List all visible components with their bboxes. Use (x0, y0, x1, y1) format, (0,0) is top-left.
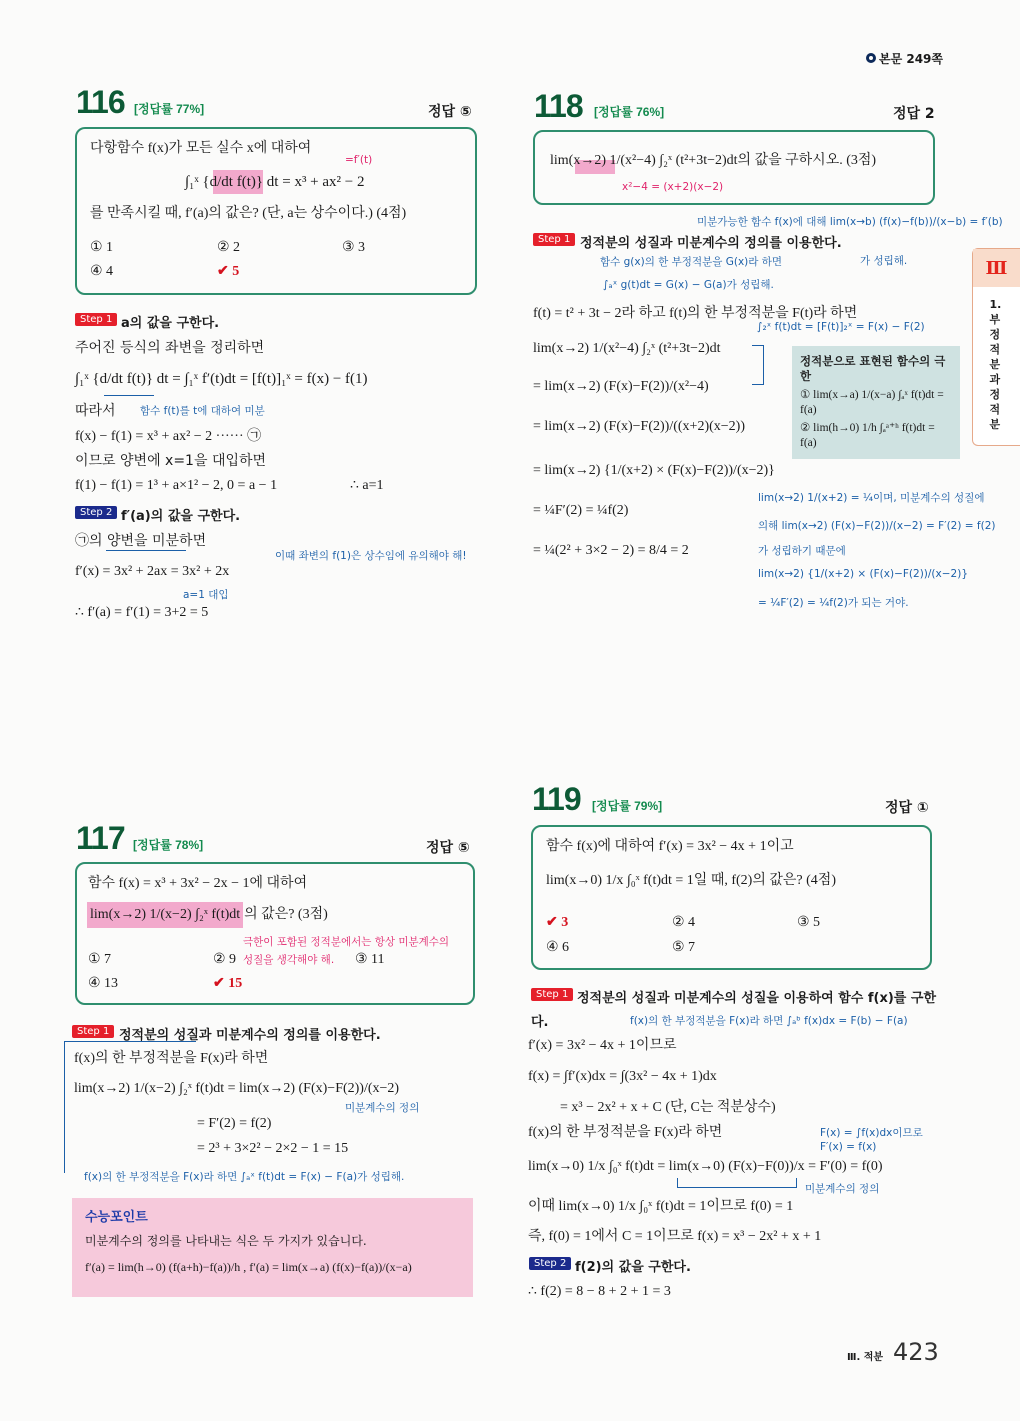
question-line (87, 902, 328, 928)
formula: ① lim(x→a) 1/(x−a) ∫ₐˣ f(t)dt = f(a) (800, 389, 944, 416)
choice: ② 2 (217, 240, 241, 255)
annotation: 함수 g(x)의 한 부정적분을 G(x)라 하면 (600, 256, 783, 268)
problem-number: 116 (76, 84, 125, 120)
page-reference (866, 50, 943, 67)
annotation: 가 성립하기 때문에 (758, 545, 846, 557)
question-text: 의 값은? (3점) (244, 907, 328, 922)
answer: 정답 ① (885, 800, 929, 816)
equation: ∫₁ˣ {d/dt f(t)} dt = x³ + ax² − 2 (185, 174, 365, 190)
step-title: 정적분의 성질과 미분계수의 정의를 이용한다. (580, 236, 842, 251)
solution-equation: = ¼F′(2) = ¼f(2) (533, 503, 629, 518)
solution-equation: f(1) − f(1) = 1³ + a×1² − 2, 0 = a − 1 (75, 478, 278, 493)
question-equation: lim(x→2) 1/(x−2) ∫₂ˣ f(t)dt (87, 902, 243, 928)
choice: ① 7 (88, 952, 112, 967)
question-text: 함수 f(x) = x³ + 3x² − 2x − 1에 대하여 (88, 876, 308, 891)
choice: ② 4 (672, 915, 696, 930)
solution-line: ㉠의 양변을 미분하면 (75, 533, 207, 549)
solution-line: 따라서 (75, 403, 116, 419)
annotation: 성질을 생각해야 해. (243, 954, 335, 966)
answer: 정답 2 (893, 106, 935, 122)
question-text: 를 만족시킬 때, f′(a)의 값은? (단, a는 상수이다.) (4점) (90, 206, 407, 221)
formula-box-title: 정적분으로 표현된 함수의 극한 (800, 354, 946, 383)
step-title: a의 값을 구한다. (121, 316, 220, 331)
question-text: 함수 f(x)에 대하여 f′(x) = 3x² − 4x + 1이고 (546, 839, 794, 854)
solution-line: f′(x) = 3x² − 4x + 1이므로 (528, 1038, 677, 1053)
tip-box (72, 1198, 473, 1297)
solution-equation: lim(x→2) 1/(x²−4) ∫₂ˣ (t²+3t−2)dt (533, 341, 721, 356)
solution-line: 이때 lim(x→0) 1/x ∫₀ˣ f(t)dt = 1이므로 f(0) = 1 (528, 1199, 794, 1214)
solution-equation: = lim(x→2) (F(x)−F(2))/((x+2)(x−2)) (533, 419, 745, 434)
solution-result: ∴ f′(a) = f′(1) = 3+2 = 5 (75, 605, 209, 620)
solution-equation: f(x) = ∫f′(x)dx = ∫(3x² − 4x + 1)dx (528, 1069, 717, 1084)
step-badge: Step 1 (75, 313, 117, 326)
formula: ② lim(h→0) 1/h ∫ₐᵃ⁺ʰ f(t)dt = f(a) (800, 422, 935, 449)
step-title: f′(a)의 값을 구한다. (121, 509, 241, 524)
choice: ④ 13 (88, 976, 119, 991)
step-badge: Step 1 (72, 1025, 114, 1038)
annotation: lim(x→2) 1/(x+2) = ¼이며, 미분계수의 성질에 (758, 492, 985, 504)
step-title: 다. (531, 1015, 549, 1030)
choice: ③ 5 (797, 915, 821, 930)
step-title: f(2)의 값을 구한다. (575, 1260, 691, 1275)
question-text: lim(x→2) 1/(x²−4) ∫₂ˣ (t²+3t−2)dt의 값을 구하시오. (3점) (550, 153, 877, 168)
correct-rate: [정답률 76%] (594, 105, 665, 119)
solution-equation: = 2³ + 3×2² − 2×2 − 1 = 15 (197, 1141, 349, 1156)
step-title: 정적분의 성질과 미분계수의 성질을 이용하여 함수 f(x)를 구한 (577, 991, 936, 1006)
question-text: lim(x→0) 1/x ∫₀ˣ f(t)dt = 1일 때, f(2)의 값은? (4점) (546, 873, 836, 888)
solution-equation: = F′(2) = f(2) (197, 1116, 272, 1131)
choice: ① 1 (90, 240, 114, 255)
correct-rate: [정답률 79%] (592, 799, 663, 813)
annotation: =f′(t) (345, 154, 373, 166)
annotation: 이때 좌변의 f(1)은 상수임에 유의해야 해! (275, 550, 467, 562)
circle-icon (866, 53, 876, 63)
solution-line: f(t) = t² + 3t − 2라 하고 f(t)의 한 부정적분을 F(t)라 하면 (533, 306, 858, 321)
annotation: f(x)의 한 부정적분을 F(x)라 하면 ∫ₐᵇ f(x)dx = F(b) − F(a) (630, 1015, 908, 1027)
tip-text: 미분계수의 정의를 나타내는 식은 두 가지가 있습니다. (85, 1234, 367, 1248)
tip-title: 수능포인트 (85, 1210, 148, 1225)
annotation: ∫ₐˣ g(t)dt = G(x) − G(a)가 성립해. (603, 279, 774, 291)
annotation: 미분계수의 정의 (805, 1183, 880, 1195)
solution-equation: = lim(x→2) {1/(x+2) × (F(x)−F(2))/(x−2)} (533, 463, 775, 478)
step-badge: Step 2 (529, 1257, 571, 1270)
choice: ⑤ 7 (672, 940, 696, 955)
choice: ③ 11 (355, 952, 385, 967)
solution-line: f(x)의 한 부정적분을 F(x)라 하면 (528, 1125, 723, 1140)
page-number: 423 (893, 1338, 939, 1366)
answer: 정답 ⑤ (426, 840, 470, 856)
solution-equation: f(x) − f(1) = x³ + ax² − 2 ······ ㉠ (75, 429, 262, 444)
problem-number: 119 (532, 781, 581, 817)
annotation: lim(x→2) {1/(x+2) × (F(x)−F(2))/(x−2)} (758, 568, 968, 580)
solution-equation: = lim(x→2) (F(x)−F(2))/(x²−4) (533, 379, 709, 394)
solution-result: ∴ f(2) = 8 − 8 + 2 + 1 = 3 (528, 1284, 671, 1299)
answer: 정답 ⑤ (428, 104, 472, 120)
part-label: Ⅲ (973, 249, 1020, 287)
solution-result: = ¼(2² + 3×2 − 2) = 8/4 = 2 (533, 543, 689, 558)
solution-line: 주어진 등식의 좌변을 정리하면 (75, 340, 265, 356)
section-label: Ⅲ. 적분 (847, 1352, 884, 1363)
solution-equation: = x³ − 2x² + x + C (단, C는 적분상수) (560, 1100, 776, 1115)
step-title: 정적분의 성질과 미분계수의 정의를 이용한다. (119, 1028, 381, 1043)
solution-line: 즉, f(0) = 1에서 C = 1이므로 f(x) = x³ − 2x² + x + 1 (528, 1229, 822, 1244)
solution-equation: f′(x) = 3x² + 2ax = 3x² + 2x (75, 564, 230, 579)
solution-line: 이므로 양변에 x=1을 대입하면 (75, 453, 267, 469)
annotation: F′(x) = f(x) (820, 1141, 877, 1153)
choice: ② 9 (213, 952, 237, 967)
annotation: ∫₂ˣ f(t)dt = [F(t)]₂ˣ = F(x) − F(2) (757, 321, 925, 333)
tip-formula: f′(a) = lim(h→0) (f(a+h)−f(a))/h , f′(a) = lim(x→a) (f(x)−f(a))/(x−a) (85, 1260, 412, 1274)
reference-text: 본문 249쪽 (879, 52, 944, 66)
choice-checked: ✔ 15 (213, 976, 243, 991)
annotation: 미분계수의 정의 (345, 1102, 420, 1114)
problem-number: 118 (534, 88, 583, 124)
chapter-side-tab[interactable] (972, 248, 1020, 446)
annotation: a=1 대입 (183, 589, 229, 601)
choice: ④ 4 (90, 264, 114, 279)
correct-rate: [정답률 78%] (133, 838, 204, 852)
choice-checked: ✔ 5 (217, 264, 240, 279)
step-badge: Step 2 (75, 506, 117, 519)
annotation: 극한이 포함된 정적분에서는 항상 미분계수의 (243, 936, 450, 948)
annotation: F(x) = ∫f(x)dx이므로 (820, 1127, 923, 1139)
annotation: 미분가능한 함수 f(x)에 대해 lim(x→b) (f(x)−f(b))/(x−b) = f′(b) (697, 216, 1003, 228)
annotation: 함수 f(t)를 t에 대하여 미분 (140, 405, 265, 417)
choice: ③ 3 (342, 240, 366, 255)
chapter-label: 1. 부정적분과 정적분 (989, 298, 1002, 431)
choice: ④ 6 (546, 940, 570, 955)
choice-checked: ✔ 3 (546, 915, 569, 930)
step-badge: Step 1 (531, 988, 573, 1001)
solution-equation: lim(x→2) 1/(x−2) ∫₂ˣ f(t)dt = lim(x→2) (F(x)−F(2))/(x−2) (74, 1081, 400, 1096)
annotation: 가 성립해. (860, 255, 908, 267)
annotation: = ¼F′(2) = ¼f(2)가 되는 거야. (758, 597, 909, 609)
solution-equation: lim(x→0) 1/x ∫₀ˣ f(t)dt = lim(x→0) (F(x)−F(0))/x = F′(0) = f(0) (528, 1159, 883, 1174)
step-badge: Step 1 (533, 233, 575, 246)
annotation: 의해 lim(x→2) (F(x)−F(2))/(x−2) = F′(2) = f(2) (758, 520, 996, 532)
question-text: 다항함수 f(x)가 모든 실수 x에 대하여 (90, 141, 312, 156)
solution-result: ∴ a=1 (350, 478, 384, 493)
problem-number: 117 (76, 820, 125, 856)
annotation: f(x)의 한 부정적분을 F(x)라 하면 ∫ₐˣ f(t)dt = F(x) − F(a)가 성립해. (84, 1171, 405, 1183)
solution-equation: ∫₁ˣ {d/dt f(t)} dt = ∫₁ˣ f′(t)dt = [f(t)]₁ˣ = f(x) − f(1) (75, 371, 368, 387)
correct-rate: [정답률 77%] (134, 102, 205, 116)
formula-box (792, 346, 960, 459)
annotation: x²−4 = (x+2)(x−2) (622, 181, 724, 193)
solution-line: f(x)의 한 부정적분을 F(x)라 하면 (74, 1051, 269, 1066)
